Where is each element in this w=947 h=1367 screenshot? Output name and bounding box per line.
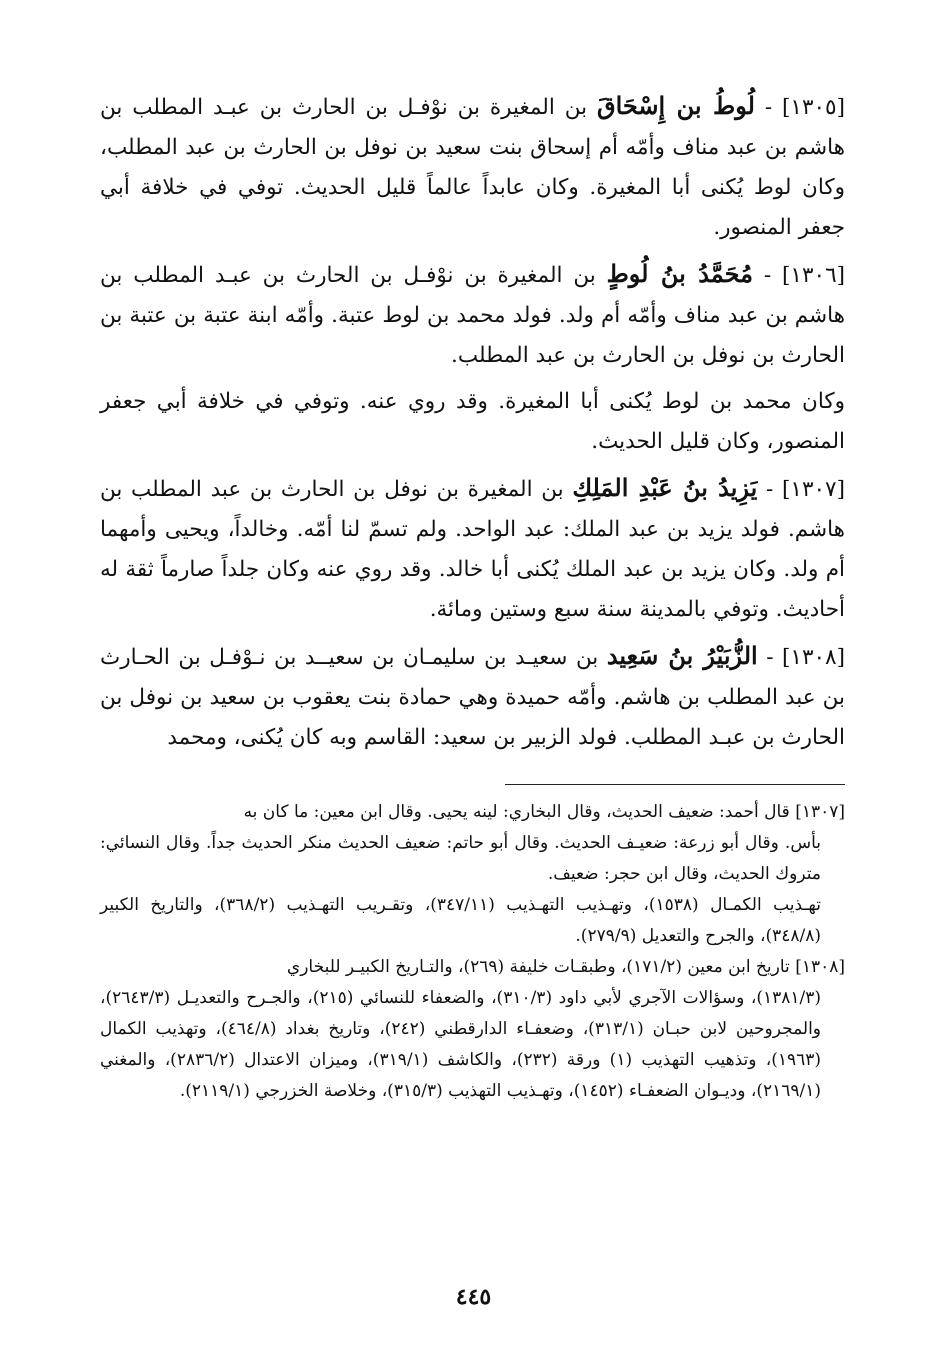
entry-number: [١٣٠٧] -	[766, 477, 845, 502]
entry-number: [١٣٠٨] -	[766, 645, 845, 670]
entry-1307	[100, 468, 845, 630]
entry-text: بن المغيرة بن نوفل بن الحارث بن عبد المطلب بن هاشم. فولد يزيد بن عبد الملك: عبد الواحد. ولم تسمّ لنا أمّه. وخالداً، ويحيى وأمهما أم ولد. وكان يزيد بن عبد الملك يُكنى أبا خالد. وقد روي عنه وكان جلداً صارماً ثقة له أحاديث. وتوفي بالمدينة سنة سبع وستين ومائة.	[100, 477, 845, 622]
entry-name: يَزِيدُ بنُ عَبْدِ المَلِكِ	[572, 473, 758, 502]
entry-name: مُحَمَّدُ بنُ لُوطٍ	[606, 259, 754, 288]
entry-1308	[100, 636, 845, 758]
entry-text: بن سعيـد بن سليمـان بن سعيــد بن نـوْفـل بن الحـارث بن عبد المطلب بن هاشم. وأمّه حميدة وهي حمادة بنت يعقوب بن سعيد بن نوفل بن الحارث بن عبـد المطلب. فولد الزبير بن سعيد: القاسم وبه كان يُكنى، ومحمد	[100, 645, 845, 750]
entry-1305	[100, 86, 845, 248]
entry-1306	[100, 254, 845, 376]
entry-text: بن المغيرة بن نوْفـل بن الحارث بن عبـد المطلب بن هاشم بن عبد مناف وأمّه أم إسحاق بنت سعيد بن نوفل بن الحارث بن عبد المطلب، وكان لوط يُكنى أبا المغيرة. وكان عابداً عالماً قليل الحديث. توفي في خلافة أبي جعفر المنصور.	[100, 95, 845, 240]
entry-text: وكان محمد بن لوط يُكنى أبا المغيرة. وقد روي عنه. وتوفي في خلافة أبي جعفر المنصور، وكان قليل الحديث.	[100, 389, 845, 454]
footnote-number: [١٣٠٨]	[795, 957, 845, 977]
footnote-divider-wrap	[100, 764, 845, 797]
footnote-1307	[100, 797, 845, 828]
page-number: ٤٤٥	[455, 1284, 492, 1310]
footnotes	[100, 797, 845, 1107]
entry-name: الزُّبَيْرُ بنُ سَعِيد	[606, 641, 758, 670]
entry-name: لُوطُ بن إِسْحَاقَ	[597, 91, 755, 120]
footnote-number: [١٣٠٧]	[795, 802, 845, 822]
footnote-divider	[505, 784, 845, 785]
footnote-1308	[100, 952, 845, 983]
main-text	[100, 86, 845, 758]
footnote-text: (١٣٨١/٣)، وسؤالات الآجري لأبي داود (٣١٠/٣)، والضعفاء للنسائي (٢١٥)، والجـرح والتعديـل (٢٦٤٣/٣)، والمجروحين لابن حبـان (٣١٣/١)، وضعفـاء الدارقطني (٢٤٢)، وتاريخ بغداد (٤٦٤/٨)، وتهذيب الكمال (١٩٦٣)، وتذهيب التهذيب (١) ورقة (٢٣٢)، والكاشف (٣١٩/١)، وميزان الاعتدال (٢٨٣٦/٢)، والمغني (٢١٦٩/١)، وديـوان الضعفـاء (١٤٥٢)، وتهـذيب التهذيب (٣١٥/٣)، وخلاصة الخزرجي (٢١١٩/١).	[100, 988, 822, 1101]
footnote-text: تهـذيب الكمـال (١٥٣٨)، وتهـذيب التهـذيب (٣٤٧/١١)، وتقـريب التهـذيب (٣٦٨/٢)، والتاريخ الكبير (٣٤٨/٨)، والجرح والتعديل (٢٧٩/٩).	[100, 895, 821, 946]
entry-number: [١٣٠٦] -	[763, 263, 846, 288]
footnote-lead: قال أحمد: ضعيف الحديث، وقال البخاري: لينه يحيى. وقال ابن معين: ما كان به	[243, 802, 790, 822]
footnote-lead: تاريخ ابن معين (١٧١/٢)، وطبقـات خليفة (٢٦٩)، والتـاريخ الكبيـر للبخاري	[286, 957, 790, 977]
entry-text: بن المغيرة بن نوْفـل بن الحارث بن عبـد المطلب بن هاشم بن عبد مناف وأمّه أم ولد. فولد محمد بن لوط عتبة. وأمّه ابنة عتبة بن عتبة بن الحارث بن نوفل بن الحارث بن عبد المطلب.	[100, 263, 845, 368]
entry-number: [١٣٠٥] -	[764, 95, 845, 120]
entry-1306-continuation	[100, 382, 845, 462]
footnote-text: بأس. وقال أبو زرعة: ضعيـف الحديث. وقال أبو حاتم: ضعيف الحديث منكر الحديث جداً. وقال النسائي: متروك الحديث، وقال ابن حجر: ضعيف.	[100, 833, 821, 884]
